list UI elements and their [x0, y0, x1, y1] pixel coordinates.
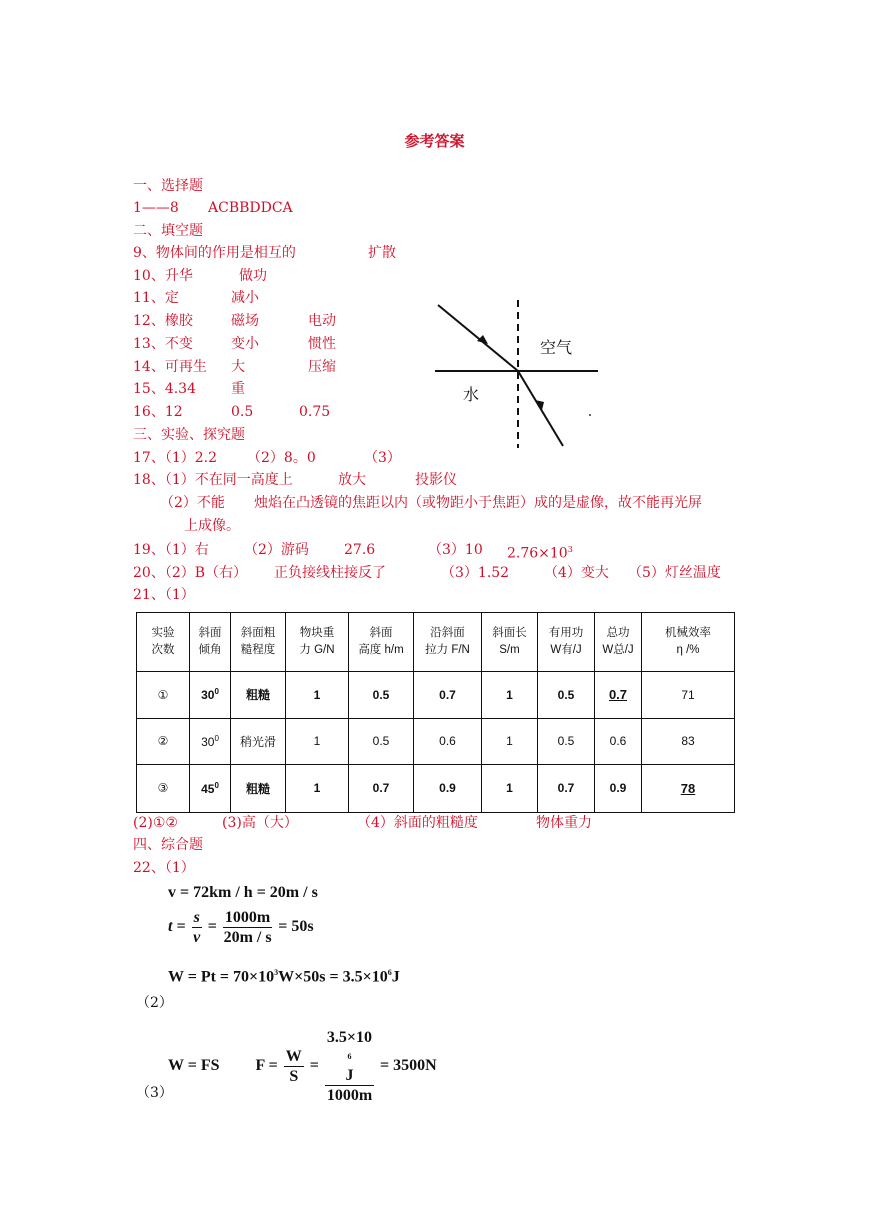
q18-part-1: 18、（1）不在同一高度上	[133, 472, 293, 488]
formula-force	[168, 1028, 437, 1105]
header-cell-length: 斜面长 S/m	[482, 613, 538, 672]
formula-velocity: v = 72km / h = 20m / s	[168, 884, 318, 901]
header-cell-total-work: 总功 W总/J	[595, 613, 642, 672]
table-row	[137, 764, 735, 813]
q14-answer-2: 大	[231, 359, 245, 375]
cell-pull: 0.6	[414, 719, 482, 764]
q20-part-4: （4）变大	[544, 565, 609, 581]
answer-line-22: 22、（1）	[133, 860, 195, 876]
header-cell-roughness: 斜面粗 糙程度	[231, 613, 286, 672]
q17-part-3: （3）	[364, 450, 401, 466]
cell-useful-work: 0.5	[538, 719, 595, 764]
q1-8-answer: ACBBDDCA	[208, 200, 293, 216]
formula-force-eq: =	[309, 1057, 319, 1075]
q20-part-2: 正负接线柱接反了	[274, 565, 386, 581]
q13-answer-3: 惯性	[308, 336, 336, 352]
cell-useful-work: 0.5	[538, 671, 595, 718]
answer-line-11	[133, 288, 259, 308]
answer-line-1-8	[133, 198, 293, 218]
q11-answer-2: 减小	[231, 290, 259, 306]
answer-line-20	[133, 563, 721, 583]
formula-time-frac1	[192, 908, 202, 947]
cell-height: 0.7	[349, 764, 414, 813]
answer-line-18-2	[160, 493, 702, 513]
header-cell-angle: 斜面 倾角	[190, 613, 231, 672]
q20-part-3: （3）1.52	[441, 565, 510, 581]
q19-part-5-exp: 3	[567, 545, 573, 554]
q21b-part-1: (2)①②	[133, 815, 178, 831]
formula-time-num1: s	[193, 909, 200, 926]
cell-weight: 1	[286, 671, 349, 718]
formula-work-b: W×50s = 3.5×10	[278, 968, 388, 986]
q19-part-1: 19、（1）右	[133, 542, 209, 558]
answer-line-18	[133, 470, 457, 490]
cell-no: ①	[137, 671, 190, 718]
answer-line-18-3: 上成像。	[184, 518, 240, 534]
cell-pull: 0.7	[414, 671, 482, 718]
formula-work	[168, 968, 400, 986]
formula-force-den1: S	[289, 1068, 299, 1085]
q16-label: 16、12	[133, 404, 183, 420]
speck-dot	[589, 414, 591, 416]
q9-answer-2: 扩散	[368, 245, 396, 261]
q18-line2-b: 烛焰在凸透镜的焦距以内（或物距小于焦距）成的是虚像，故不能再光屏	[254, 495, 702, 511]
cell-total-work: 0.9	[595, 764, 642, 813]
refracted-ray	[518, 371, 563, 446]
cell-pull: 0.9	[414, 764, 482, 813]
formula-work-exp1: 3	[274, 968, 279, 977]
cell-no: ③	[137, 764, 190, 813]
answer-line-16	[133, 402, 331, 422]
formula-force-num1: W	[285, 1048, 302, 1065]
q18-part-2: 放大	[338, 472, 366, 488]
section-heading-experiment: 三、实验、探究题	[133, 427, 245, 443]
formula-time-den2: 20m / s	[223, 929, 272, 946]
table-header-row	[137, 613, 735, 672]
formula-work-c: J	[391, 968, 400, 986]
answer-line-21-2	[133, 813, 592, 833]
q21b-part-2: (3)高（大）	[222, 815, 298, 831]
q12-label: 12、橡胶	[133, 313, 193, 329]
cell-height: 0.5	[349, 719, 414, 764]
q19-part-4: （3）10	[428, 542, 483, 558]
cell-angle: $45^0$	[190, 764, 231, 813]
section-heading-fill: 二、填空题	[133, 223, 203, 239]
section-heading-comprehensive: 四、综合题	[133, 837, 203, 853]
formula-work-a: W = Pt = 70×10	[168, 968, 275, 986]
header-cell-useful-work: 有用功 W有/J	[538, 613, 595, 672]
q10-label: 10、升华	[133, 268, 193, 284]
q13-label: 13、不变	[133, 336, 193, 352]
q13-answer-2: 变小	[231, 336, 259, 352]
answer-part-3-label: （3）	[136, 1085, 173, 1101]
formula-time-eq: =	[207, 918, 217, 936]
page-title: 参考答案	[404, 132, 465, 150]
answer-line-21: 21、（1）	[133, 587, 195, 603]
incident-ray	[438, 305, 518, 371]
q19-part-5	[507, 540, 573, 564]
q20-part-1: 20、（2）B（右）	[133, 565, 248, 581]
air-label: 空气	[540, 338, 573, 357]
formula-force-frac2	[325, 1028, 374, 1105]
refraction-diagram	[430, 298, 610, 453]
cell-total-work: 0.6	[595, 719, 642, 764]
formula-force-den2: 1000m	[326, 1087, 373, 1104]
cell-angle: $30^0$	[190, 719, 231, 764]
cell-no: ②	[137, 719, 190, 764]
cell-efficiency: 71	[642, 671, 735, 718]
header-cell-pull: 沿斜面 拉力 F/N	[414, 613, 482, 672]
q11-label: 11、定	[133, 290, 179, 306]
answer-line-14	[133, 357, 336, 377]
formula-force-lhs: F =	[255, 1057, 278, 1075]
q12-answer-2: 磁场	[231, 313, 259, 329]
q19-part-2: （2）游码	[244, 542, 309, 558]
formula-time-den1: v	[193, 929, 201, 946]
header-cell-height: 斜面 高度 h/m	[349, 613, 414, 672]
answer-line-17	[133, 448, 401, 468]
formula-time-lhs: t =	[168, 918, 186, 936]
formula-time-frac2	[223, 908, 272, 947]
q17-part-2: （2）8。0	[247, 450, 316, 466]
q18-part-3: 投影仪	[415, 472, 457, 488]
formula-time-result: = 50s	[278, 918, 314, 936]
answer-line-12	[133, 311, 336, 331]
answer-part-2-label: （2）	[136, 995, 173, 1011]
answer-line-13	[133, 334, 336, 354]
q16-answer-2: 0.5	[231, 404, 254, 420]
cell-length: 1	[482, 719, 538, 764]
cell-efficiency-answer: 78	[642, 764, 735, 813]
q15-answer-2: 重	[231, 381, 245, 397]
cell-efficiency: 83	[642, 719, 735, 764]
cell-angle: $30^0$	[190, 671, 231, 718]
experiment-table	[136, 612, 735, 813]
q19-part-3: 27.6	[344, 542, 376, 558]
q18-line2-a: （2）不能	[160, 495, 225, 511]
formula-force-num2: 3.5×10 6 J	[326, 1029, 373, 1084]
q17-part-1: 17、（1）2.2	[133, 450, 217, 466]
q19-part-5-base: 2.76×10	[507, 545, 568, 562]
answer-line-10	[133, 266, 267, 286]
q14-label: 14、可再生	[133, 359, 207, 375]
q16-answer-3: 0.75	[299, 404, 331, 420]
q20-part-5: （5）灯丝温度	[628, 565, 721, 581]
water-label: 水	[463, 385, 480, 404]
formula-force-a: W = FS	[168, 1057, 220, 1075]
q9-label: 9、物体间的作用是相互的	[133, 245, 296, 261]
q1-8-label: 1——8	[133, 200, 179, 216]
cell-length: 1	[482, 764, 538, 813]
header-cell-weight: 物块重 力 G/N	[286, 613, 349, 672]
formula-work-exp2: 6	[387, 968, 392, 977]
formula-force-frac1	[284, 1047, 304, 1086]
q12-answer-3: 电动	[308, 313, 336, 329]
answer-line-9	[133, 243, 396, 263]
table-row	[137, 671, 735, 718]
cell-rough: 粗糙	[231, 671, 286, 718]
cell-useful-work: 0.7	[538, 764, 595, 813]
section-heading-choice: 一、选择题	[133, 178, 203, 194]
q21b-part-3: （4）斜面的粗糙度	[357, 815, 478, 831]
header-cell-efficiency: 机械效率 η /%	[642, 613, 735, 672]
cell-total-work-answer: 0.7	[595, 671, 642, 718]
q21b-part-4: 物体重力	[536, 815, 592, 831]
q15-label: 15、4.34	[133, 381, 196, 397]
cell-weight: 1	[286, 764, 349, 813]
header-cell-trial: 实验 次数	[137, 613, 190, 672]
cell-weight: 1	[286, 719, 349, 764]
cell-rough: 粗糙	[231, 764, 286, 813]
q14-answer-3: 压缩	[308, 359, 336, 375]
formula-force-result: = 3500N	[380, 1057, 437, 1075]
formula-time-num2: 1000m	[224, 909, 271, 926]
cell-height: 0.5	[349, 671, 414, 718]
cell-rough: 稍光滑	[231, 719, 286, 764]
cell-length: 1	[482, 671, 538, 718]
table-row	[137, 719, 735, 764]
formula-time	[168, 908, 314, 947]
answer-line-15	[133, 379, 245, 399]
q10-answer-2: 做功	[239, 268, 267, 284]
